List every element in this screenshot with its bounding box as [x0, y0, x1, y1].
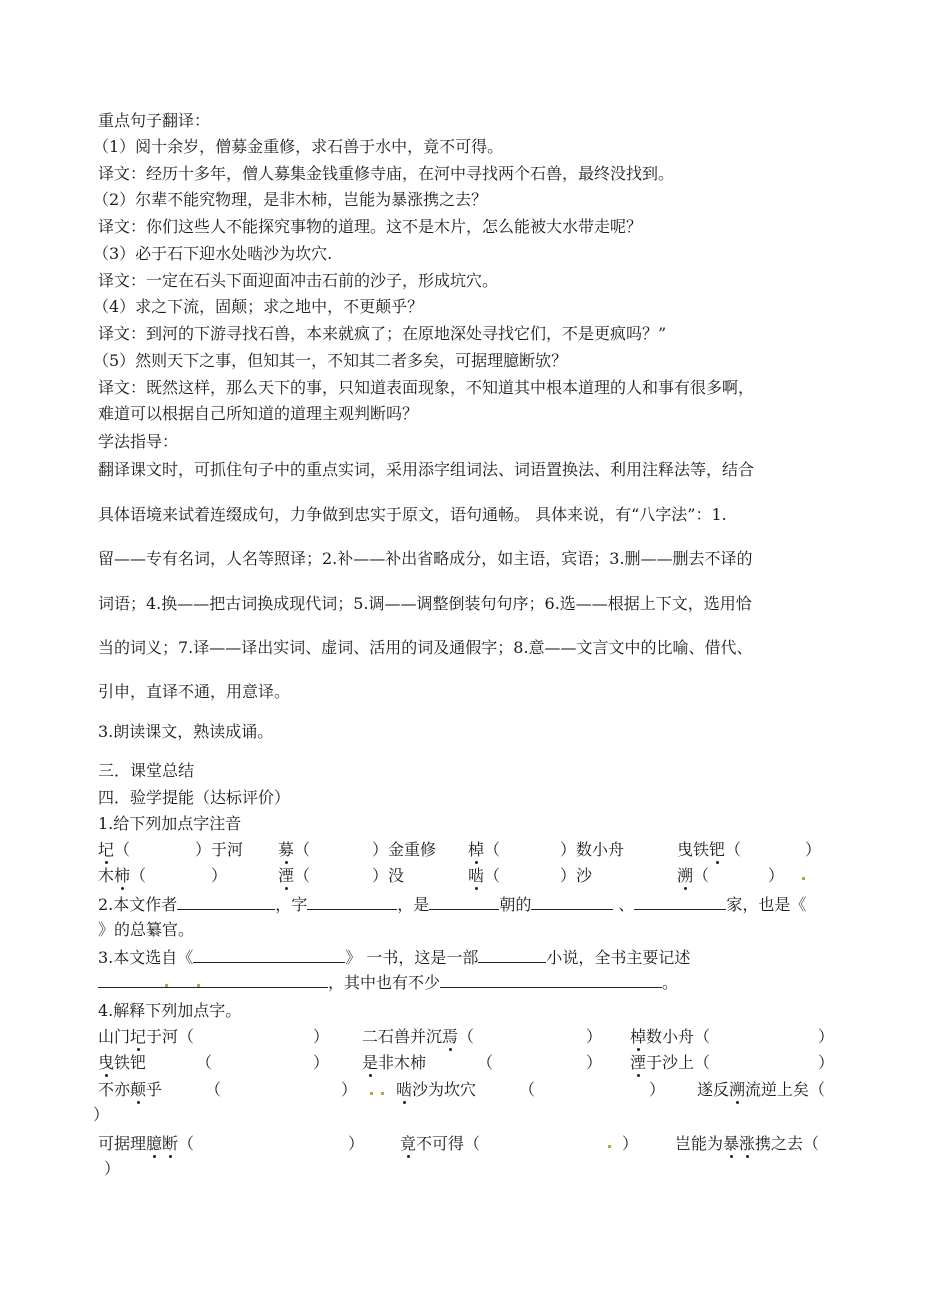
sentence-2-translation: 译文：你们这些人不能探究事物的道理。这不是木片，怎么能被大水带走呢？ — [98, 217, 643, 236]
q1-text: ） — [211, 866, 228, 885]
q3-text: 》 一书，这是一部 — [345, 948, 479, 967]
q2-blank-role-1[interactable] — [531, 893, 613, 910]
q3-blank-also[interactable] — [440, 971, 662, 988]
q4-text: （ — [477, 1053, 494, 1072]
dotted-char: 湮 — [630, 1053, 647, 1072]
q4-text: （ — [196, 1053, 213, 1072]
q4-text: ） — [586, 1027, 603, 1046]
sentence-5-source: （5）然则天下之事，但知其一，不知其二者多矣，可据理臆断欤？ — [93, 351, 568, 370]
q2-text: ，是 — [397, 895, 430, 914]
q3-text: 3.本文选自《 — [98, 948, 194, 967]
method-guide-line: 当的词义；7.译——译出实词、虚词、活用的词及通假字；8.意——文言文中的比喻、借代、 — [98, 638, 753, 657]
sentence-4-source: （4）求之下流，固颠；求之地中，不更颠乎？ — [93, 297, 424, 316]
q2-line-1 — [98, 893, 806, 916]
dotted-char: 臆 — [146, 1134, 163, 1153]
method-guide-line: 具体语境来试着连缀成句，力争做到忠实于原文，语句通畅。 具体来说，有“八字法”：1. — [98, 505, 727, 524]
q3-line-2 — [98, 971, 678, 994]
q1-text: ）数小舟 — [560, 840, 625, 859]
stray-mark — [370, 1092, 373, 1095]
q1-title: 1.给下列加点字注音 — [98, 814, 242, 833]
stray-mark — [802, 877, 805, 880]
dotted-char: 涨 — [739, 1134, 756, 1153]
q3-blank-genre[interactable] — [478, 946, 546, 963]
dotted-char: 圮 — [130, 1027, 147, 1046]
q4-text: ） — [586, 1053, 603, 1072]
q1-blank-open: （ — [114, 840, 131, 859]
dotted-char: 湮 — [278, 866, 295, 885]
dotted-char: 溯 — [729, 1080, 746, 1099]
q3-text: 小说，全书主要记述 — [546, 948, 691, 967]
q4-text: ） — [649, 1080, 666, 1099]
dotted-char: 啮 — [468, 866, 485, 885]
sentence-3-source: （3）必于石下迎水处啮沙为坎穴. — [93, 244, 333, 263]
q4-text: （ — [519, 1080, 536, 1099]
q2-blank-courtesy-name[interactable] — [307, 893, 397, 910]
method-guide-line: 引申，直译不通，用意译。 — [98, 682, 291, 701]
dotted-char: 断 — [162, 1134, 179, 1153]
method-guide-line: 翻译课文时，可抓住句子中的重点实词，采用添字组词法、词语置换法、利用注释法等，结合 — [98, 460, 755, 479]
q2-blank-role-2[interactable] — [634, 893, 726, 910]
section-3-heading: 三．课堂总结 — [98, 761, 195, 780]
stray-mark — [197, 984, 200, 987]
q2-text: 家，也是《 — [726, 895, 807, 914]
stray-mark — [165, 984, 168, 987]
sentence-2-source: （2）尔辈不能究物理，是非木柿，岂能为暴涨携之去？ — [93, 190, 488, 209]
q3-blank-book[interactable] — [193, 946, 345, 963]
sentence-3-translation: 译文：一定在石头下面迎面冲击石前的沙子，形成坑穴。 — [98, 271, 499, 290]
method-guide-line: 留——专有名词，人名等照译；2.补——补出省略成分，如主语，宾语；3.删——删去不译的 — [98, 549, 753, 568]
dotted-char: 啮 — [396, 1080, 413, 1099]
q2-blank-author[interactable] — [177, 893, 275, 910]
q1-text: ）没 — [372, 866, 405, 885]
q4-text: （ — [205, 1080, 222, 1099]
sentence-4-translation: 译文：到河的下游寻找石兽，本来就疯了；在原地深处寻找它们，不是更疯吗？” — [98, 324, 667, 343]
q2-blank-dynasty[interactable] — [429, 893, 499, 910]
q3-line-1 — [98, 946, 690, 969]
method-guide-line: 词语；4.换——把古词换成现代词；5.调——调整倒装句句序；6.选——根据上下文，选用恰 — [98, 594, 752, 613]
dotted-char: 竟 — [400, 1134, 417, 1153]
q4-row-3-wrap: ） — [93, 1105, 110, 1124]
q1-text: ） — [768, 866, 785, 885]
sentence-1-source: （1）阅十余岁，僧募金重修，求石兽于水中，竟不可得。 — [93, 137, 504, 156]
q4-text: ） — [818, 1027, 835, 1046]
dotted-char: 暴 — [723, 1134, 740, 1153]
q4-text: ） — [818, 1053, 835, 1072]
q2-text: 朝的 — [499, 895, 532, 914]
q4-text: ） — [341, 1080, 358, 1099]
document-page: 重点句子翻译： （1）阅十余岁，僧募金重修，求石兽于水中，竟不可得。 译文：经历十多年，僧人募集金钱重修寺庙，在河中寻找两个石兽，最终没找到。 （2）尔辈不能究物理，是非木柿，岂能为暴涨携之去？ 译文：你们这些人不能探究事物的道理。这不是木片，怎么能被大水带走呢？ （3）必于石下迎水处啮沙为坎穴. 译文：一定在石头下面迎面冲击石前的沙子，形成坑穴。 （4）求之下流，固颠；求之地中，不更颠乎？ 译文：到河的下游寻找石兽，本来就疯了；在原地深处寻找它们，不是更疯吗？” （5）然则天下之事，但知其一，不知其二者多矣，可据理臆断欤？ 译文：既然这样，那么天下的事，只知道表面现象，不知道其中根本道理的人和事有很多啊， 难道可以根据自己所知道的道理主观判断吗？ 学法指导： 翻译课文时，可抓住句子中的重点实词，采用添字组词法、词语置换法、利用注释法等，结合 具体语境来试着连缀成句，力争做到忠实于原文，语句通畅。 具体来说，有“八字法”：1. 留——专有名词，人名等照译；2.补——补出省略成分，如主语，宾语；3.删——删去不译的 词语；4.换——把古词换成现代词；5.调——调整倒装句句序；6.选——根据上下文，选用恰 当的词义；7.译——译出实词、虚词、活用的词及通假字；8.意——文言文中的比喻、借代、 引申，直译不通，用意译。 3.朗读课文，熟读成诵。 三．课堂总结 四．验学提能（达标评价） 1.给下列加点字注音 圮（ ）于河 募（ ）金重修 棹（ ）数小舟 曳铁钯（ ） 木柿（ ） 湮（ ）没 啮（ ）沙 溯（ ） 2.本文作者 ，字 ，是 朝的 、 家，也是《 》的总纂官。 3.本文选自《 》 一书，这是一部 小说，全书主要记述 ，其中也有不少 。 4.解释下列加点字。 山门圮于河（ ） 二石兽并沉焉（ ） 棹数小舟（ ） 曳铁钯 （ ） 是非木柿 （ ） 湮于沙上（ ） 不亦颠乎 （ ） 啮沙为坎穴 （ ） 遂反溯流逆上矣（ ） 可据理臆断（ ） 竟不可得（ ） 岂能为暴涨携之去（ ） — [93, 111, 835, 1178]
dotted-char: 募 — [278, 840, 295, 859]
stray-mark — [608, 1145, 611, 1148]
dotted-char: 柿 — [114, 866, 131, 885]
dotted-char: 圮 — [98, 840, 115, 859]
q1-text: 曳铁钯（ — [677, 840, 742, 859]
dotted-char: 颠 — [130, 1080, 147, 1099]
q4-text: ） — [313, 1053, 330, 1072]
q4-text: ） — [622, 1134, 639, 1153]
q1-text: ）金重修 — [372, 840, 437, 859]
q1-text: ） — [805, 840, 822, 859]
key-sentences-heading: 重点句子翻译： — [98, 111, 211, 130]
q4-text: ） — [348, 1134, 365, 1153]
stray-mark — [381, 1092, 384, 1095]
q3-blank-content[interactable] — [98, 971, 328, 988]
q4-text: ） — [313, 1027, 330, 1046]
method-step-3: 3.朗读课文，熟读成诵。 — [98, 722, 274, 741]
q2-text: 2.本文作者 — [98, 895, 178, 914]
sentence-5-translation-cont: 难道可以根据自己所知道的道理主观判断吗？ — [98, 404, 419, 423]
q3-text: 。 — [662, 973, 679, 992]
q4-row-4-wrap: ） — [104, 1159, 121, 1178]
q1-text: ）于河 — [195, 840, 244, 859]
section-4-heading: 四．验学提能（达标评价） — [98, 788, 291, 807]
dotted-char: 钯 — [709, 840, 726, 859]
dotted-char: 是 — [362, 1053, 379, 1072]
dotted-char: 溯 — [677, 866, 694, 885]
dotted-char: 焉 — [442, 1027, 459, 1046]
sentence-1-translation: 译文：经历十多年，僧人募集金钱重修寺庙，在河中寻找两个石兽，最终没找到。 — [98, 164, 675, 183]
sentence-5-translation: 译文：既然这样，那么天下的事，只知道表面现象，不知道其中根本道理的人和事有很多啊， — [98, 378, 755, 397]
dotted-char: 棹 — [630, 1027, 647, 1046]
q2-line-2: 》的总纂官。 — [98, 920, 195, 939]
q2-text: ，字 — [275, 895, 308, 914]
q2-text: 、 — [613, 895, 635, 914]
q4-title: 4.解释下列加点字。 — [98, 1001, 242, 1020]
q3-text: ，其中也有不少 — [328, 973, 441, 992]
dotted-char: 曳 — [98, 1053, 115, 1072]
q1-text: ）沙 — [560, 866, 593, 885]
dotted-char: 棹 — [468, 840, 485, 859]
method-guide-heading: 学法指导： — [98, 432, 179, 451]
